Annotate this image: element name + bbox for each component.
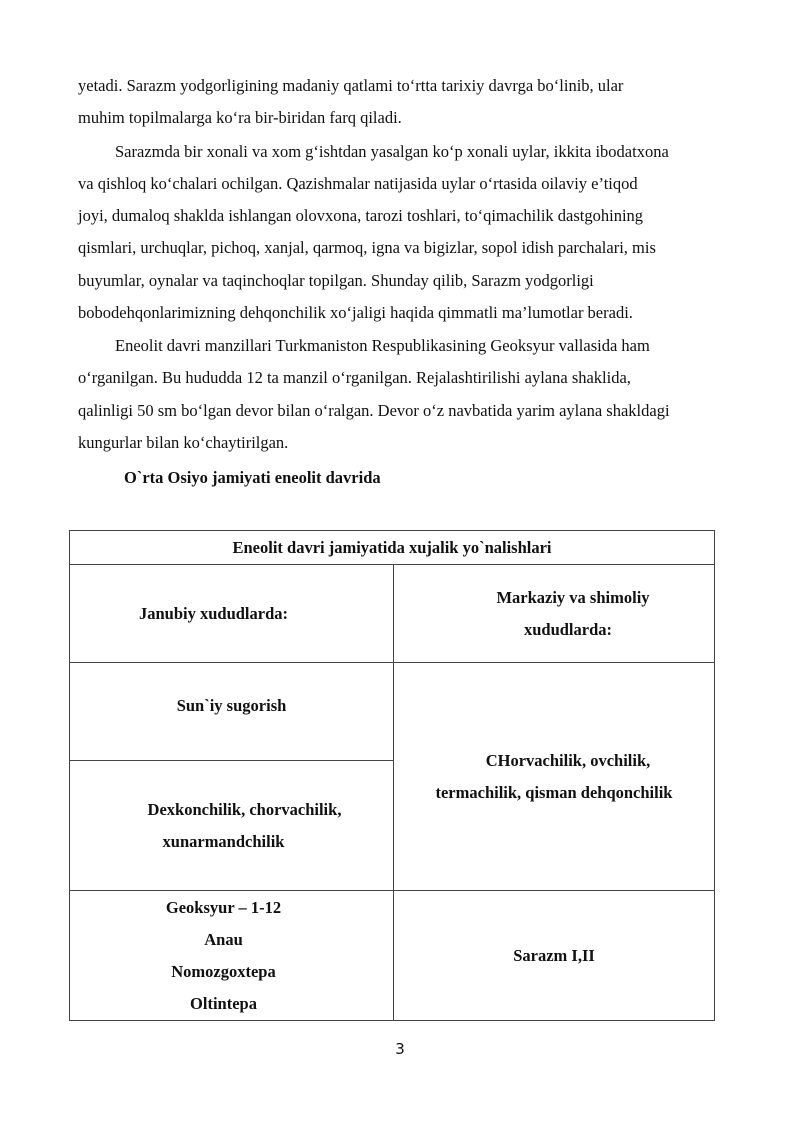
paragraph-line: joyi, dumaloq shaklda ishlangan olovxona, tarozi toshlari, to‘qimachilik dastgohining (78, 206, 644, 225)
paragraph-line: qalinligi 50 sm bo‘lgan devor bilan o‘ralgan. Devor o‘z navbatida yarim aylana shakldagi (78, 401, 670, 420)
left-row2-line1: Dexkonchilik, chorvachilik, (147, 799, 342, 819)
site-item: Nomozgoxtepa (171, 961, 276, 981)
left-header-cell (70, 565, 394, 663)
site-item: Anau (204, 929, 243, 949)
right-merged-line2: termachilik, qisman dehqonchilik (435, 782, 673, 802)
paragraph-line: yetadi. Sarazm yodgorligining madaniy qatlami to‘rtta tarixiy davrga bo‘linib, ular (78, 76, 624, 95)
page-number: 3 (395, 1040, 405, 1058)
site-item: Oltintepa (190, 993, 257, 1013)
left-column-header: Janubiy xududlarda: (138, 603, 289, 623)
site-item-right: Sarazm I,II (513, 945, 595, 965)
right-header-cell (394, 565, 715, 663)
site-item: Geoksyur – 1-12 (165, 897, 282, 917)
right-merged-line1: CHorvachilik, ovchilik, (485, 750, 651, 770)
paragraph-line: Sarazmda bir xonali va xom g‘ishtdan yasalgan ko‘p xonali uylar, ikkita ibodatxona (115, 142, 669, 161)
sites-left-cell (70, 891, 394, 1021)
paragraph-line: buyumlar, oynalar va taqinchoqlar topilgan. Shunday qilib, Sarazm yodgorligi (78, 271, 594, 290)
right-column-header-line1: Markaziy va shimoliy (496, 587, 650, 607)
paragraph-line: qismlari, urchuqlar, pichoq, xanjal, qarmoq, igna va bigizlar, sopol idish parchalari, mis (78, 238, 656, 257)
paragraph-line: bobodehqonlarimizning dehqonchilik xo‘jaligi haqida qimmatli ma’lumotlar beradi. (78, 303, 633, 322)
left-row2-cell (70, 761, 394, 891)
right-column-header-line2: xududlarda: (523, 619, 613, 639)
right-merged-cell (394, 663, 715, 891)
paragraph-line: o‘rganilgan. Bu hududda 12 ta manzil o‘rganilgan. Rejalashtirilishi aylana shaklida, (78, 368, 631, 387)
table-title-cell (70, 531, 715, 565)
paragraph-line: kungurlar bilan ko‘chaytirilgan. (78, 433, 289, 452)
left-row1-text: Sun`iy sugorish (176, 695, 287, 715)
left-row1-cell (70, 663, 394, 761)
paragraph-line: muhim topilmalarga ko‘ra bir-biridan farq qiladi. (78, 108, 402, 127)
paragraph-line: va qishloq ko‘chalari ochilgan. Qazishmalar natijasida uylar o‘rtasida oilaviy e’tiqod (78, 174, 638, 193)
table-title: Eneolit davri jamiyatida xujalik yo`nalishlari (232, 537, 552, 557)
section-subheading: O`rta Osiyo jamiyati eneolit davrida (124, 468, 381, 487)
economy-table (69, 530, 715, 1021)
paragraph-line: Eneolit davri manzillari Turkmaniston Respublikasining Geoksyur vallasida ham (115, 336, 650, 355)
sites-right-cell (394, 891, 715, 1021)
left-row2-line2: xunarmandchilik (162, 831, 285, 851)
